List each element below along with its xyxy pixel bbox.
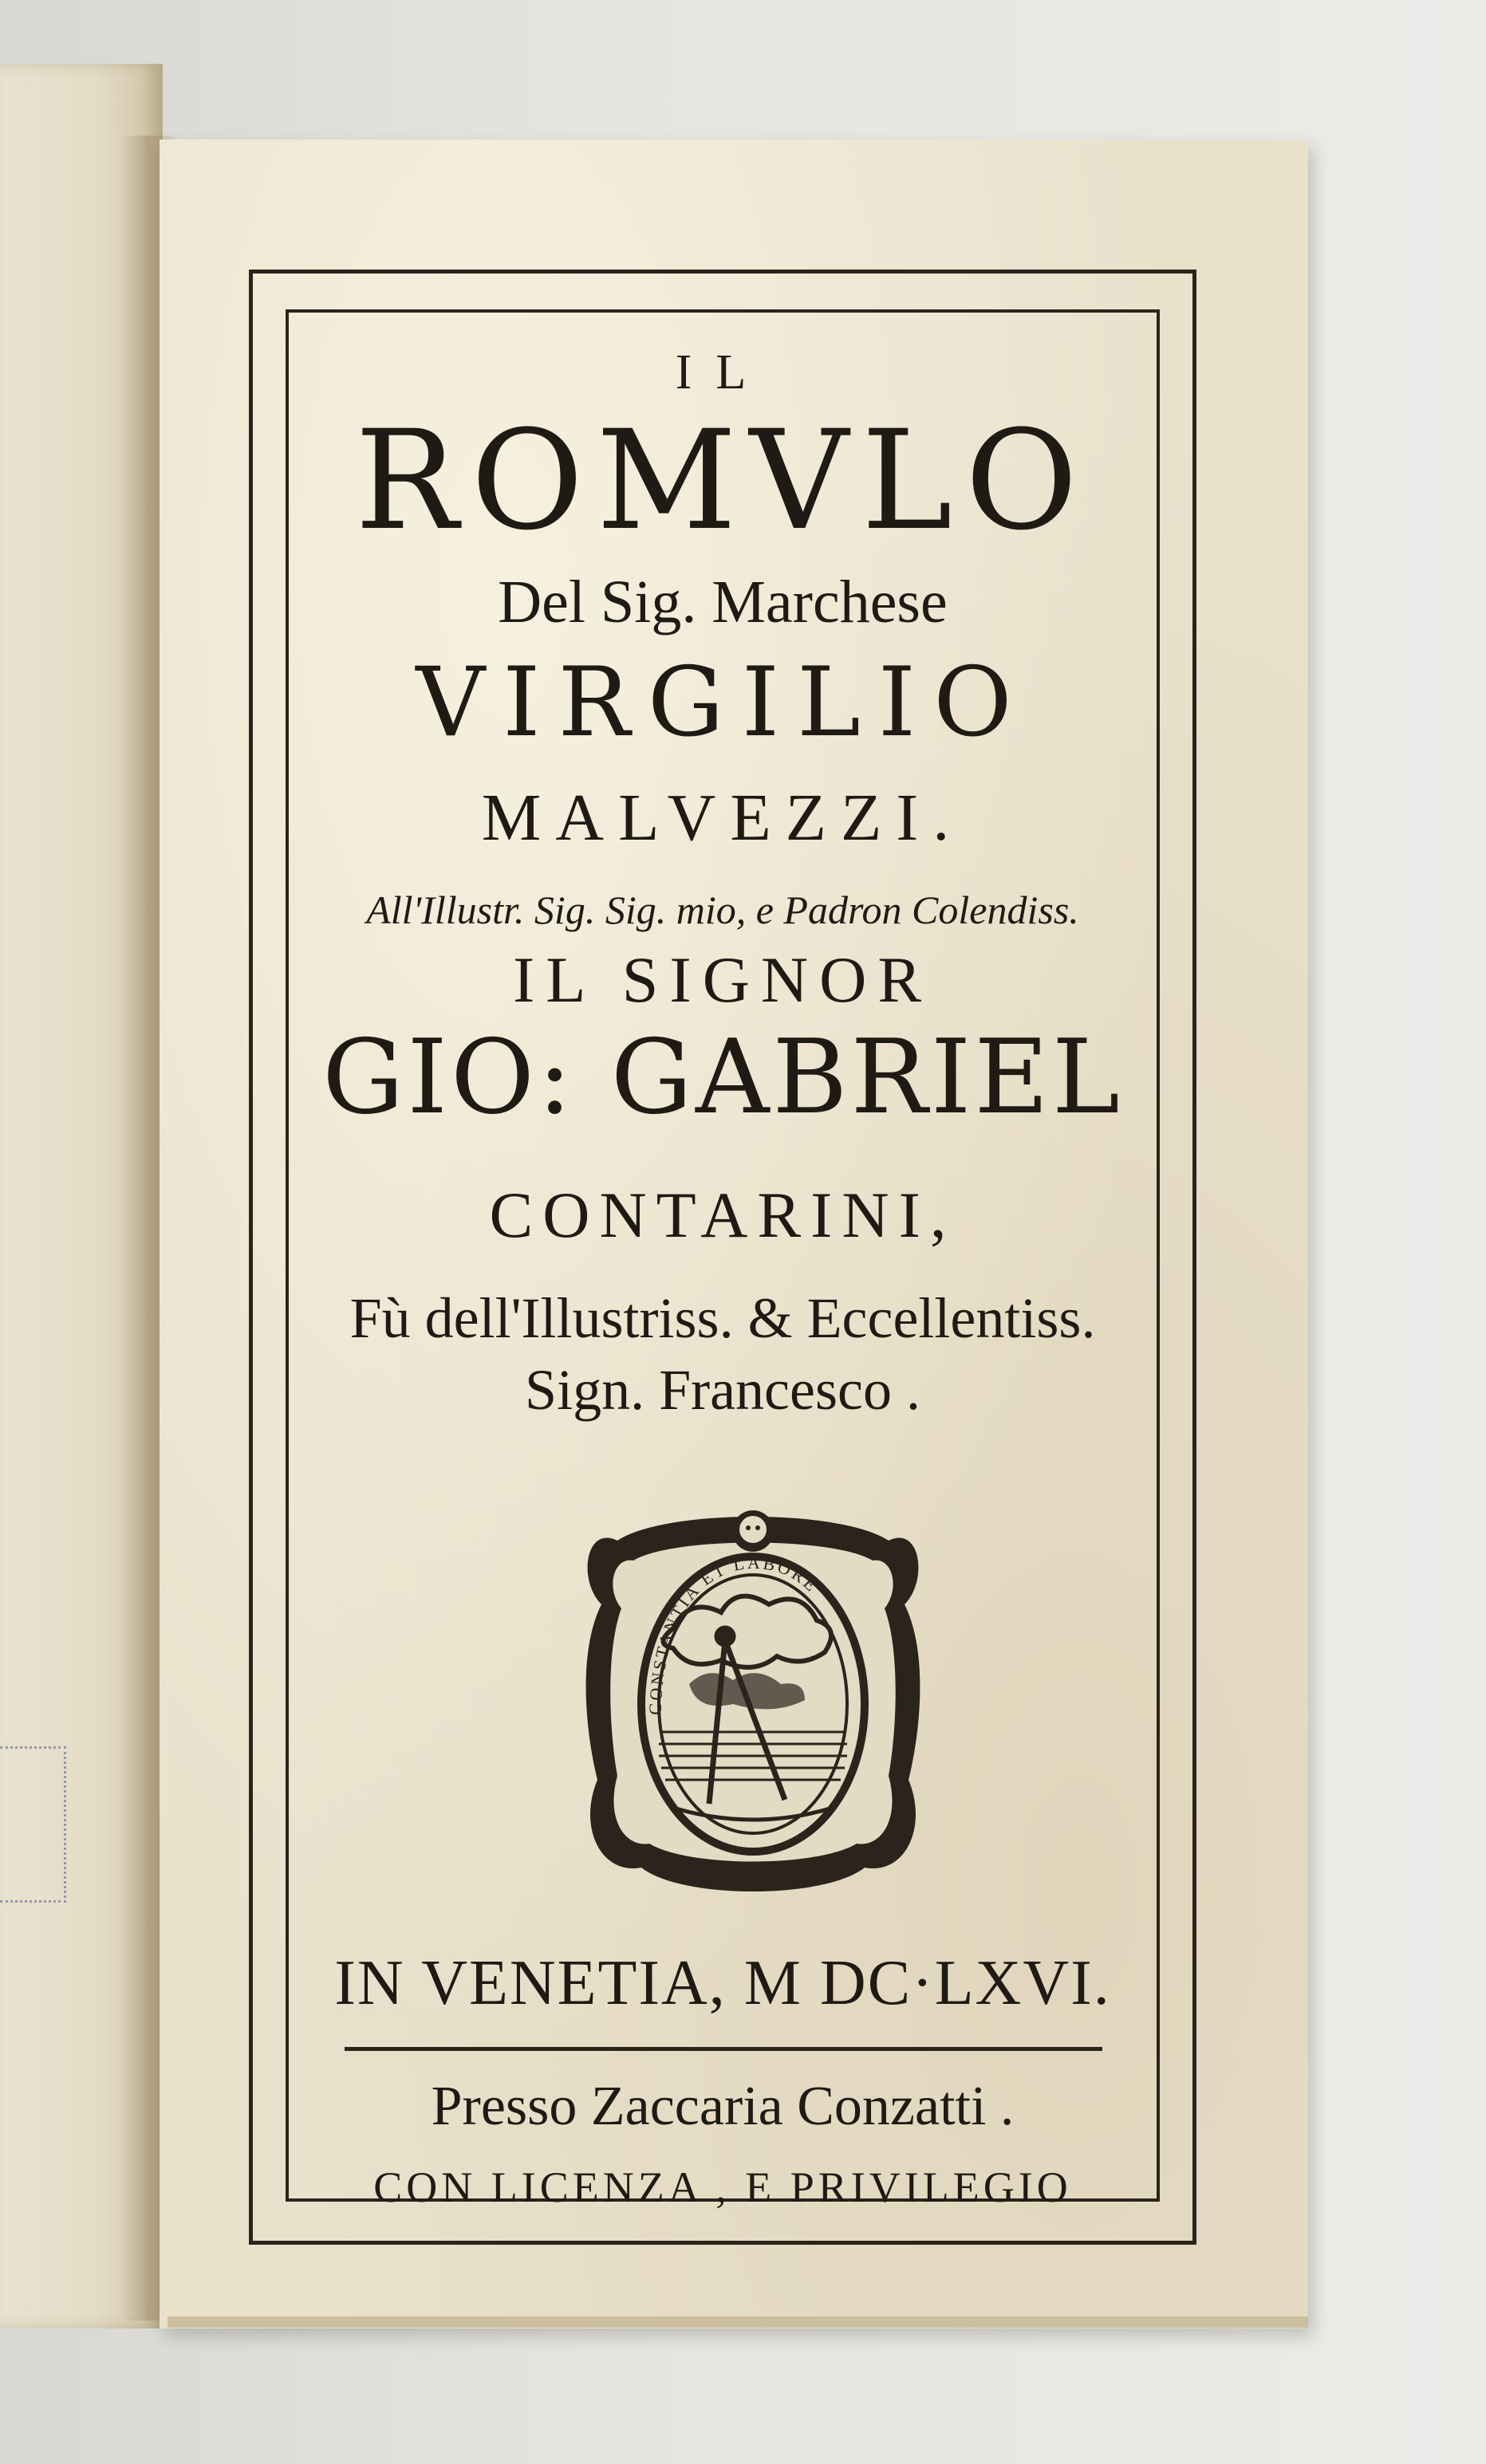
author-first-name: VIRGILIO: [416, 647, 1030, 758]
dedicatee-surname: CONTARINI,: [489, 1179, 956, 1251]
dedicatee-lineage: Fù dell'Illustriss. & Eccellentiss.: [349, 1286, 1096, 1350]
dedicatee-first-name: GIO: GABRIEL: [322, 1018, 1123, 1137]
printer-name: Presso Zaccaria Conzatti .: [431, 2076, 1015, 2137]
imprint-rule: [345, 2047, 1102, 2051]
device-motto: CONSTANTIA ET LABORE: [644, 1552, 823, 1716]
license-privilege: CON LICENZA , E PRIVILEGIO: [373, 2163, 1072, 2211]
dedicatee-father: Sign. Francesco .: [525, 1358, 920, 1422]
dedication-line: All'Illustr. Sig. Sig. mio, e Padron Colendiss.: [366, 888, 1079, 932]
book-title: ROMVLO: [354, 400, 1091, 561]
printers-device-woodcut: [570, 1493, 936, 1907]
author-surname: MALVEZZI.: [481, 781, 964, 855]
library-stamp-fragment: [0, 1746, 66, 1903]
inner-border-rule: [286, 309, 1160, 2211]
imprint-place-date: IN VENETIA, M DC·LXVI.: [334, 1948, 1111, 2018]
title-page: [160, 140, 1308, 2328]
author-prefix: Del Sig. Marchese: [498, 569, 948, 636]
title-article: IL: [675, 345, 771, 400]
page-edge: [168, 2316, 1308, 2328]
dedicatee-honorific: IL SIGNOR: [512, 943, 933, 1016]
